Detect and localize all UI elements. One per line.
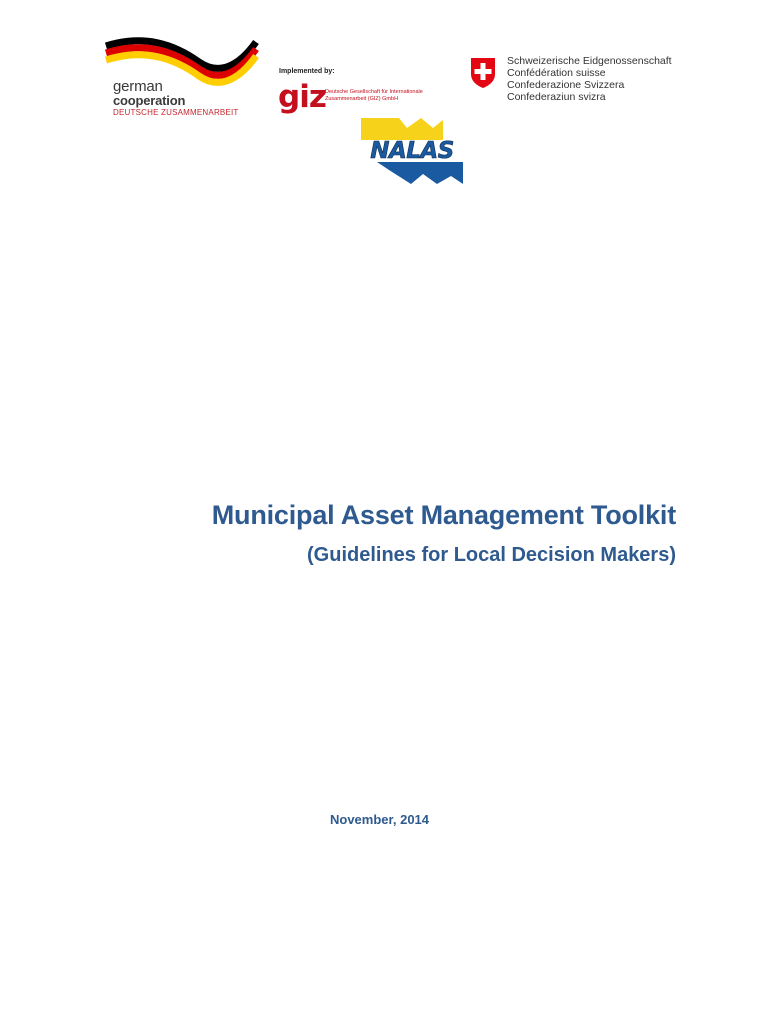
- giz-description: Deutsche Gesellschaft für Internationale Zusammenarbeit (GIZ) GmbH: [325, 89, 423, 102]
- giz-wordmark: giz: [278, 79, 326, 115]
- giz-logo: [278, 68, 428, 120]
- document-title: Municipal Asset Management Toolkit: [211, 500, 676, 530]
- swiss-confederation-logo: [469, 55, 679, 107]
- german-logo-line3: DEUTSCHE ZUSAMMENARBEIT: [113, 108, 239, 117]
- german-logo-line1: german: [113, 78, 163, 95]
- implemented-by-label: Implemented by:: [279, 68, 335, 75]
- swiss-line-1: Schweizerische Eidgenossenschaft: [507, 55, 672, 67]
- swiss-shield-icon: [469, 57, 497, 89]
- document-date: November, 2014: [330, 812, 430, 827]
- nalas-logo: [359, 118, 465, 184]
- nalas-wordmark: NALAS: [370, 138, 454, 164]
- swiss-line-3: Confederazione Svizzera: [507, 79, 625, 91]
- document-subtitle: (Guidelines for Local Decision Makers): [307, 544, 676, 566]
- german-cooperation-logo: [104, 36, 264, 122]
- swiss-line-2: Confédération suisse: [507, 67, 606, 79]
- swiss-line-4: Confederaziun svizra: [507, 91, 606, 103]
- german-logo-line2: cooperation: [113, 93, 186, 108]
